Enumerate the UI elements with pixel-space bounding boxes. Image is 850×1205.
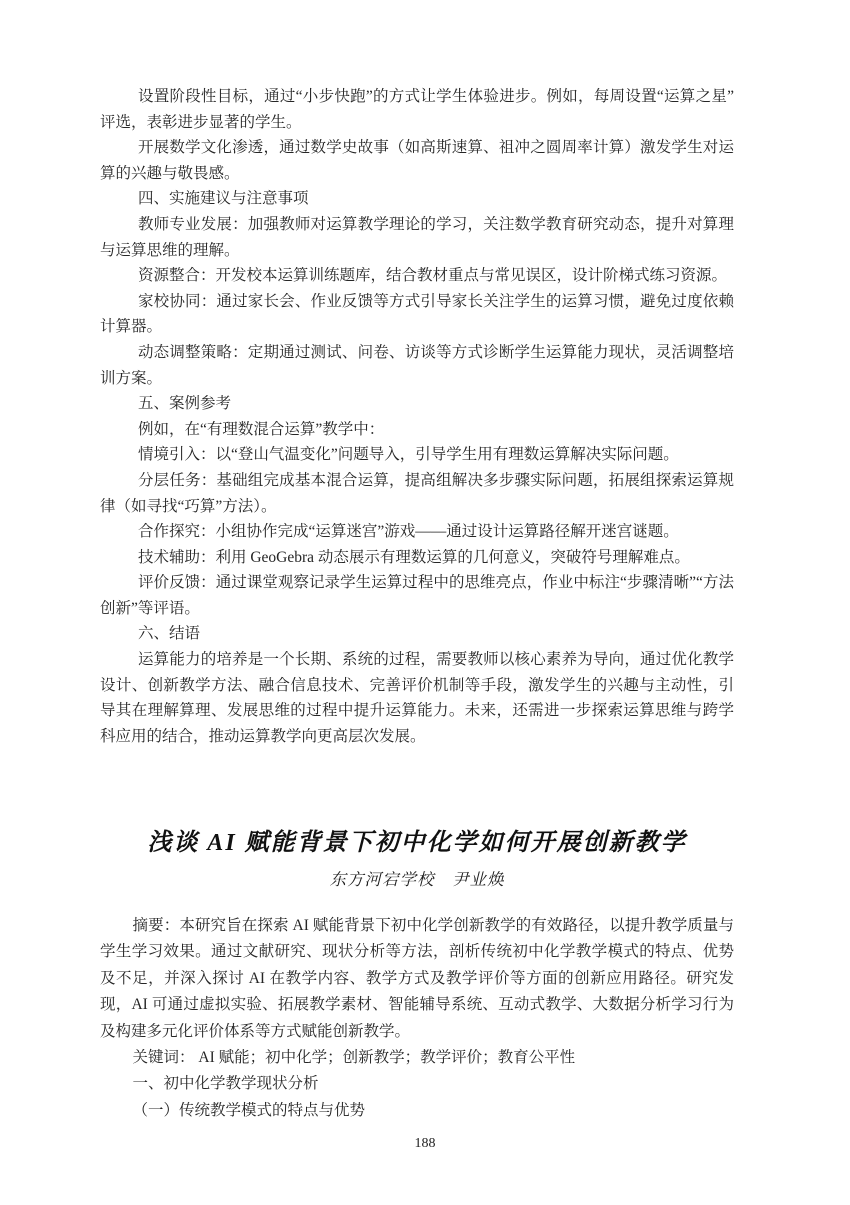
paragraph: 家校协同：通过家长会、作业反馈等方式引导家长关注学生的运算习惯，避免过度依赖计算器。 xyxy=(100,292,734,336)
section-heading: 一、初中化学教学现状分析 xyxy=(132,1075,319,1093)
paragraph: 技术辅助：利用 GeoGebra 动态展示有理数运算的几何意义，突破符号理解难点。 xyxy=(137,548,690,566)
paragraph: 分层任务：基础组完成基本混合运算，提高组解决多步骤实际问题，拓展组探索运算规律（如寻找“巧算”方法）。 xyxy=(100,471,734,515)
section-heading: 四、实施建议与注意事项 xyxy=(137,190,309,208)
paragraph: 教师专业发展：加强教师对运算教学理论的学习，关注数学教育研究动态，提升对算理与运算思维的理解。 xyxy=(100,215,734,259)
paragraph: 开展数学文化渗透，通过数学史故事（如高斯速算、祖冲之圆周率计算）激发学生对运算的兴趣与敬畏感。 xyxy=(100,139,734,182)
previous-article-body xyxy=(100,84,734,749)
section-heading: 五、案例参考 xyxy=(137,395,231,413)
article-body xyxy=(100,913,734,1124)
subsection-heading: （一）传统教学模式的特点与优势 xyxy=(132,1101,366,1119)
keywords-line: 关键词： AI 赋能；初中化学；创新教学；教学评价；教育公平性 xyxy=(132,1049,576,1067)
section-heading: 六、结语 xyxy=(137,625,200,643)
abstract-paragraph: 摘要：本研究旨在探索 AI 赋能背景下初中化学创新教学的有效路径，以提升教学质量与学生学习效果。通过文献研究、现状分析等方法，剖析传统初中化学教学模式的特点、优势及不足，并深入探讨 AI 在教学内容、教学方式及教学评价等方面的创新应用路径。研究发现，AI 可通过虚拟实验、拓展教学素材、智能辅导系统、互动式教学、大数据分析学习行为及构建多元化评价体系等方式赋能创新教学。 xyxy=(100,917,734,1040)
paragraph: 评价反馈：通过课堂观察记录学生运算过程中的思维亮点，作业中标注“步骤清晰”“方法创新”等评语。 xyxy=(100,574,734,617)
paragraph: 情境引入：以“登山气温变化”问题导入，引导学生用有理数运算解决实际问题。 xyxy=(137,446,679,464)
page-number: 188 xyxy=(414,1136,436,1151)
article-title: 浅谈 AI 赋能背景下初中化学如何开展创新教学 xyxy=(147,830,687,856)
paragraph: 设置阶段性目标，通过“小步快跑”的方式让学生体验进步。例如，每周设置“运算之星”评选，表彰进步显著的学生。 xyxy=(100,88,734,131)
paragraph: 动态调整策略：定期通过测试、问卷、访谈等方式诊断学生运算能力现状，灵活调整培训方案。 xyxy=(100,343,734,387)
paragraph: 资源整合：开发校本运算训练题库，结合教材重点与常见误区，设计阶梯式练习资源。 xyxy=(137,267,727,285)
paragraph: 例如，在“有理数混合运算”教学中： xyxy=(137,420,385,438)
article-byline: 东方河宕学校 尹业焕 xyxy=(329,870,505,889)
paragraph: 运算能力的培养是一个长期、系统的过程，需要教师以核心素养为导向，通过优化教学设计、创新教学方法、融合信息技术、完善评价机制等手段，激发学生的兴趣与主动性，引导其在理解算理、发展思维的过程中提升运算能力。未来，还需进一步探索运算思维与跨学科应用的结合，推动运算教学向更高层次发展。 xyxy=(100,651,734,745)
paragraph: 合作探究：小组协作完成“运算迷宫”游戏——通过设计运算路径解开迷宫谜题。 xyxy=(137,523,679,541)
